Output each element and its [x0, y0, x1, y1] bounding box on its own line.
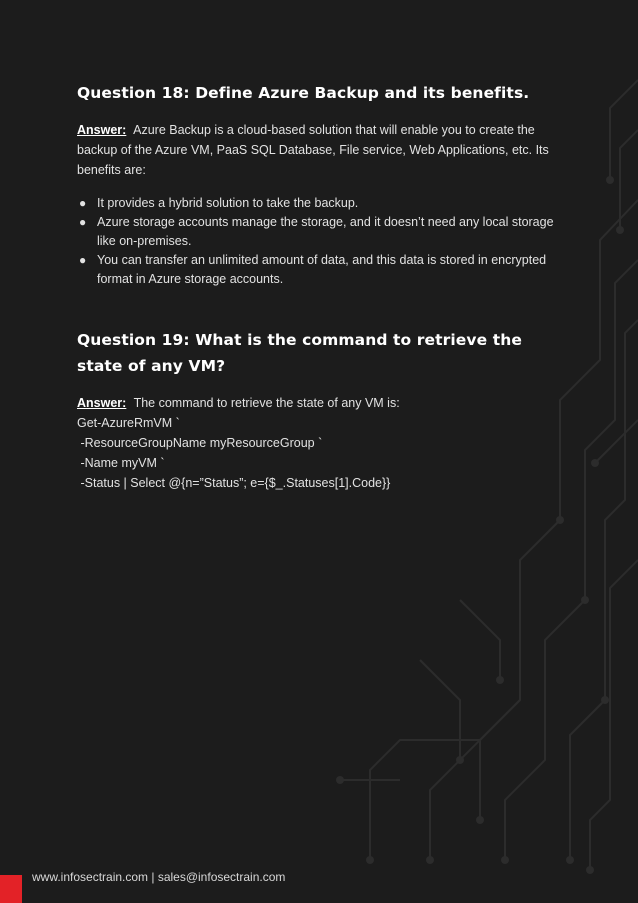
question-18-section	[77, 80, 559, 289]
command-code-block	[77, 413, 559, 493]
benefits-list	[77, 194, 559, 289]
answer-text: Azure Backup is a cloud-based solution that will enable you to create the backup of the Azure VM, PaaS SQL Database, File service, Web Applications, etc. Its benefits are:	[77, 123, 549, 177]
code-line: Get-AzureRmVM `	[77, 416, 180, 430]
footer-contact: www.infosectrain.com | sales@infosectrain.com	[32, 870, 286, 884]
bullet-icon: ●	[79, 253, 87, 267]
answer-label: Answer:	[77, 123, 127, 137]
question-18-answer	[77, 120, 559, 180]
list-item: ● It provides a hybrid solution to take the backup.	[77, 194, 559, 213]
code-line: -Name myVM `	[77, 456, 165, 470]
list-item: ● You can transfer an unlimited amount of data, and this data is stored in encrypted format in Azure storage accounts.	[79, 253, 547, 286]
question-19-answer	[77, 393, 559, 413]
question-19-title: Question 19: What is the command to retrieve the state of any VM?	[77, 331, 522, 375]
answer-label: Answer:	[77, 396, 127, 410]
question-19-section	[77, 327, 559, 493]
bullet-icon: ●	[79, 196, 87, 210]
answer-text: The command to retrieve the state of any VM is:	[133, 396, 400, 410]
code-line: -Status | Select @{n=”Status”; e={$_.Statuses[1].Code}}	[77, 476, 391, 490]
brand-accent-bar	[0, 875, 22, 903]
bullet-icon: ●	[79, 215, 87, 229]
code-line: -ResourceGroupName myResourceGroup `	[77, 436, 323, 450]
list-item: ● Azure storage accounts manage the storage, and it doesn’t need any local storage like on-premises.	[79, 215, 554, 248]
document-content	[77, 80, 559, 493]
question-18-title: Question 18: Define Azure Backup and its benefits.	[77, 84, 530, 102]
